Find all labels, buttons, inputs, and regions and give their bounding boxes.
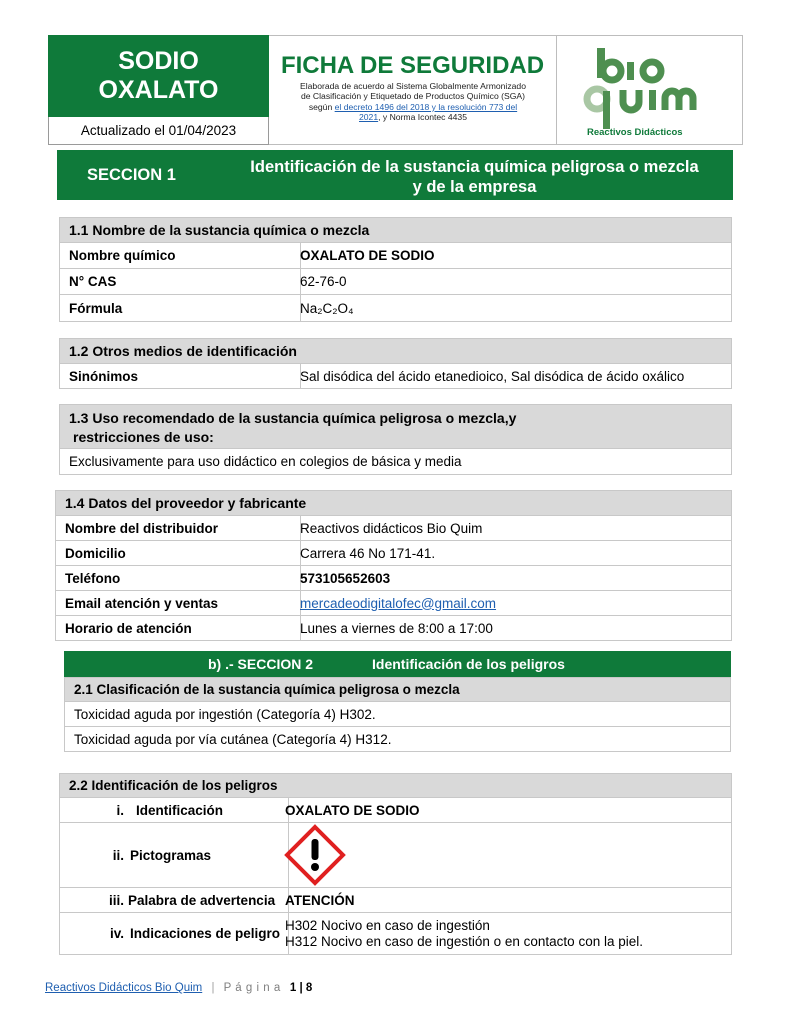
row-label: Domicilio <box>56 541 301 565</box>
table-row <box>59 798 732 823</box>
s1-3-heading-line2: restricciones de uso: <box>73 429 214 445</box>
logo-tagline: Reactivos Didácticos <box>587 127 683 138</box>
product-name-block <box>48 35 269 117</box>
row-number: iii. <box>108 892 124 908</box>
desc-line3-prefix: según <box>308 101 335 112</box>
row-value: Carrera 46 No 171-41. <box>300 545 436 561</box>
classification-item: Toxicidad aguda por vía cutánea (Categoría 4) H312. <box>74 731 392 747</box>
desc-line2: de Clasificación y Etiquetado de Productos Químico (SGA) <box>300 91 526 102</box>
table-row <box>59 449 732 475</box>
decree-link-year[interactable]: 2021 <box>359 112 379 123</box>
table-row <box>59 913 732 955</box>
list-item <box>64 702 731 727</box>
row-value: ATENCIÓN <box>285 892 355 908</box>
product-name-line2: OXALATO <box>98 76 219 104</box>
s1-2-heading: 1.2 Otros medios de identificación <box>59 338 732 364</box>
ghs07-exclamation-icon <box>284 824 346 886</box>
row-value: Exclusivamente para uso didáctico en colegios de básica y media <box>69 454 462 469</box>
section2-title: Identificación de los peligros <box>372 656 565 672</box>
s1-1-heading: 1.1 Nombre de la sustancia química o mezcla <box>59 217 732 243</box>
updated-date: Actualizado el 01/04/2023 <box>48 117 269 145</box>
section2-banner <box>64 651 731 677</box>
row-number: i. <box>116 802 124 818</box>
pictogram-cell <box>279 823 731 887</box>
row-value: 62-76-0 <box>300 274 347 289</box>
hazard-statement: H312 Nocivo en caso de ingestión o en contacto con la piel. <box>285 933 643 949</box>
table-row <box>59 888 732 913</box>
table-row <box>55 616 732 641</box>
row-label: Nombre del distribuidor <box>56 516 301 540</box>
row-number: ii. <box>112 847 124 863</box>
row-label: Teléfono <box>56 566 301 590</box>
table-row <box>55 516 732 541</box>
section1-banner <box>57 150 733 200</box>
section1-title-line1: Identificación de la sustancia química peligrosa o mezcla <box>250 158 699 176</box>
section1-title-line2: y de la empresa <box>412 178 537 196</box>
email-link[interactable]: mercadeodigitalofec@gmail.com <box>300 595 497 611</box>
document-description <box>276 81 550 123</box>
row-number: iv. <box>109 926 124 941</box>
table-row <box>59 295 732 322</box>
row-value: 573105652603 <box>300 570 391 586</box>
s1-4-heading: 1.4 Datos del proveedor y fabricante <box>55 490 732 516</box>
s2-2-heading: 2.2 Identificación de los peligros <box>59 773 732 798</box>
row-label-text: Pictogramas <box>130 847 212 863</box>
product-name-line1: SODIO <box>118 47 199 75</box>
section2-number: b) .- SECCION 2 <box>208 656 314 672</box>
row-value <box>291 591 731 615</box>
row-label: Email atención y ventas <box>56 591 301 615</box>
row-value: Lunes a viernes de 8:00 a 17:00 <box>300 620 493 636</box>
section1-number: SECCION 1 <box>87 166 176 184</box>
row-label: N° CAS <box>60 269 301 294</box>
row-value: OXALATO DE SODIO <box>285 802 420 818</box>
footer-link[interactable]: Reactivos Didácticos Bio Quim <box>45 982 203 994</box>
row-label-text: Identificación <box>136 802 224 818</box>
footer-separator: | <box>211 982 215 994</box>
section1-title <box>222 157 727 197</box>
row-value <box>279 913 731 954</box>
row-label: Sinónimos <box>60 364 301 388</box>
bioquim-logo-graphic <box>557 36 744 146</box>
row-label-text: Indicaciones de peligro <box>130 926 281 941</box>
row-label <box>60 888 289 912</box>
desc-line4-suffix: , y Norma Icontec 4435 <box>378 112 467 123</box>
classification-item: Toxicidad aguda por ingestión (Categoría 4) H302. <box>74 706 376 722</box>
row-value: Na₂C₂O₄ <box>300 300 354 316</box>
row-label: Nombre químico <box>60 243 301 268</box>
row-value: Reactivos didácticos Bio Quim <box>300 520 483 536</box>
desc-line1: Elaborada de acuerdo al Sistema Globalmente Armonizado <box>300 81 526 91</box>
table-row <box>59 364 732 389</box>
table-row <box>59 243 732 269</box>
row-label <box>60 823 289 887</box>
row-label: Fórmula <box>60 295 301 321</box>
page-number: 1 | 8 <box>289 982 313 994</box>
row-value: OXALATO DE SODIO <box>300 248 435 263</box>
table-row <box>55 591 732 616</box>
decree-link[interactable]: el decreto 1496 del 2018 y la resolución 773 del <box>334 101 518 112</box>
page-word: P á g i n a <box>223 982 281 994</box>
bioquim-logo <box>556 35 743 145</box>
row-label: Horario de atención <box>56 616 301 640</box>
row-label <box>60 913 289 954</box>
s2-1-heading: 2.1 Clasificación de la sustancia química peligrosa o mezcla <box>64 677 731 702</box>
table-row <box>59 823 732 888</box>
s1-3-heading <box>59 404 732 449</box>
table-row <box>55 566 732 591</box>
list-item <box>64 727 731 752</box>
s1-3-heading-line1: 1.3 Uso recomendado de la sustancia química peligrosa o mezcla,y <box>69 410 517 426</box>
row-label <box>60 798 289 822</box>
table-row <box>55 541 732 566</box>
document-title: FICHA DE SEGURIDAD <box>280 52 545 79</box>
table-row <box>59 269 732 295</box>
hazard-statement: H302 Nocivo en caso de ingestión <box>285 917 490 933</box>
page-footer <box>45 982 312 994</box>
row-label-text: Palabra de advertencia <box>128 892 276 908</box>
row-value: Sal disódica del ácido etanedioico, Sal disódica de ácido oxálico <box>300 368 685 384</box>
